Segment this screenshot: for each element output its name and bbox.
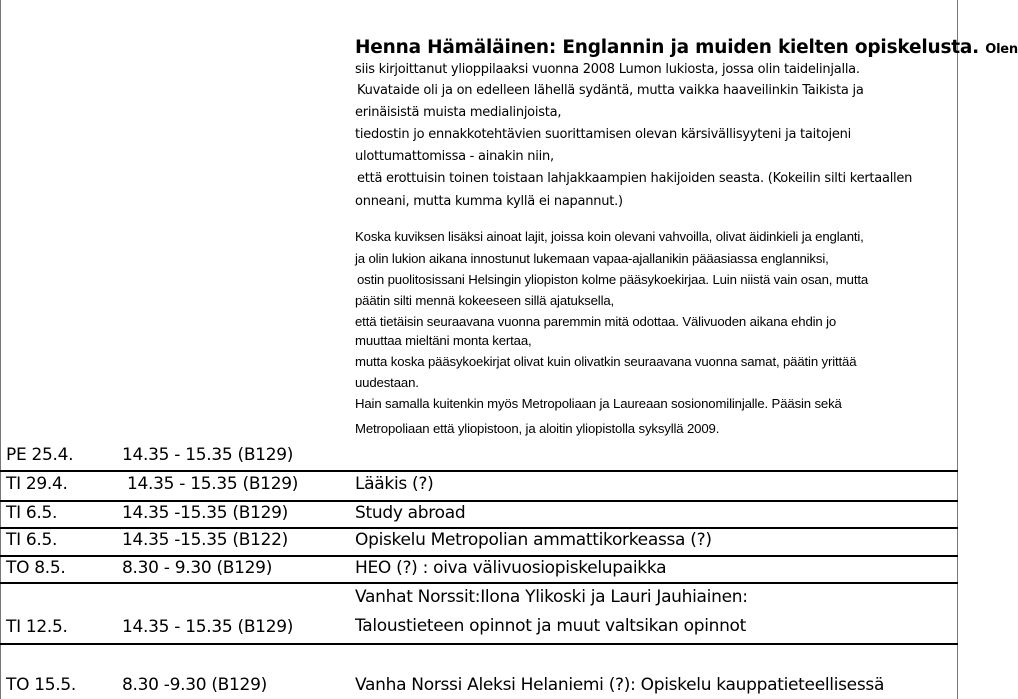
paragraph-line-10: Metropoliaan että yliopistoon, ja aloitin yliopistolla syksyllä 2009. — [355, 421, 720, 436]
paragraph-line-3: ostin puolitosissani Helsingin yliopiston kolme pääsykoekirjaa. Luin niistä vain osan, mutta — [357, 272, 869, 287]
column-border-right — [957, 0, 958, 699]
schedule-day-2: TI 29.4. — [6, 474, 68, 494]
paragraph-line-7: mutta koska pääsykoekirjat olivat kuin olivatkin seuraavana vuonna samat, päätin yrittää — [355, 354, 857, 369]
story-line-2: Kuvataide oli ja on edelleen lähellä sydäntä, mutta vaikka haaveilinkin Taikista ja — [357, 83, 864, 98]
story-line-7: onneani, mutta kumma kyllä ei napannut.) — [355, 194, 623, 209]
story-title-tail: Olen — [985, 42, 1018, 57]
schedule-day-6: TI 12.5. — [6, 617, 68, 637]
schedule-topic-3: Study abroad — [355, 503, 466, 523]
schedule-topic-4: Opiskelu Metropolian ammattikorkeassa (?) — [355, 530, 712, 550]
story-line-6: että erottuisin toinen toistaan lahjakkaampien hakijoiden seasta. (Kokeilin silti kertaallen — [357, 171, 913, 186]
row-border-1 — [0, 470, 958, 472]
schedule-time-2: 14.35 - 15.35 (B129) — [127, 474, 299, 494]
row-border-4 — [0, 555, 958, 557]
paragraph-line-1: Koska kuviksen lisäksi ainoat lajit, joissa koin olevani vahvoilla, olivat äidinkieli ja englanti, — [355, 229, 864, 244]
schedule-day-1: PE 25.4. — [6, 445, 74, 465]
schedule-day-4: TI 6.5. — [6, 530, 58, 550]
schedule-time-5: 8.30 - 9.30 (B129) — [122, 558, 273, 578]
schedule-day-3: TI 6.5. — [6, 503, 58, 523]
paragraph-line-5: että tietäisin seuraavana vuonna paremmin mitä odottaa. Välivuoden aikana ehdin jo — [355, 314, 837, 329]
story-line-1: siis kirjoittanut ylioppilaaksi vuonna 2008 Lumon lukiosta, jossa olin taidelinjalla. — [355, 62, 860, 77]
row-border-3 — [0, 527, 958, 529]
schedule-time-1: 14.35 - 15.35 (B129) — [122, 445, 294, 465]
schedule-time-7: 8.30 -9.30 (B129) — [122, 675, 267, 695]
schedule-day-7: TO 15.5. — [6, 675, 77, 695]
row-border-5 — [0, 582, 958, 584]
schedule-topic-2: Lääkis (?) — [355, 474, 434, 494]
schedule-time-6: 14.35 - 15.35 (B129) — [122, 617, 294, 637]
paragraph-line-4: päätin silti mennä kokeeseen sillä ajatuksella, — [355, 293, 615, 308]
paragraph-line-8: uudestaan. — [355, 375, 419, 390]
story-line-5: ulottumattomissa - ainakin niin, — [355, 149, 554, 164]
row-border-2 — [0, 500, 958, 502]
paragraph-line-2: ja olin lukion aikana innostunut lukemaan vapaa-ajallanikin pääasiassa englanniksi, — [355, 251, 829, 266]
story-title: Henna Hämäläinen: Englannin ja muiden kielten opiskelusta. Olen — [355, 37, 1018, 58]
row-border-6 — [0, 643, 958, 645]
schedule-day-5: TO 8.5. — [6, 558, 66, 578]
column-border-left — [0, 0, 1, 699]
schedule-topic-6: Vanhat Norssit:Ilona Ylikoski ja Lauri Jauhiainen: — [355, 587, 748, 607]
schedule-topic-6-line-2: Taloustieteen opinnot ja muut valtsikan opinnot — [355, 616, 747, 636]
paragraph-line-9: Hain samalla kuitenkin myös Metropoliaan ja Laureaan sosionomilinjalle. Pääsin sekä — [355, 396, 842, 411]
story-line-4: tiedostin jo ennakkotehtävien suorittamisen olevan kärsivällisyyteni ja taitojeni — [355, 127, 851, 142]
schedule-time-3: 14.35 -15.35 (B129) — [122, 503, 288, 523]
story-line-3: erinäisistä muista medialinjoista, — [355, 105, 562, 120]
schedule-topic-5: HEO (?) : oiva välivuosiopiskelupaikka — [355, 558, 667, 578]
schedule-topic-7: Vanha Norssi Aleksi Helaniemi (?): Opiskelu kauppatieteellisessä — [355, 675, 885, 695]
schedule-time-4: 14.35 -15.35 (B122) — [122, 530, 288, 550]
paragraph-line-6: muuttaa mieltäni monta kertaa, — [355, 333, 532, 348]
